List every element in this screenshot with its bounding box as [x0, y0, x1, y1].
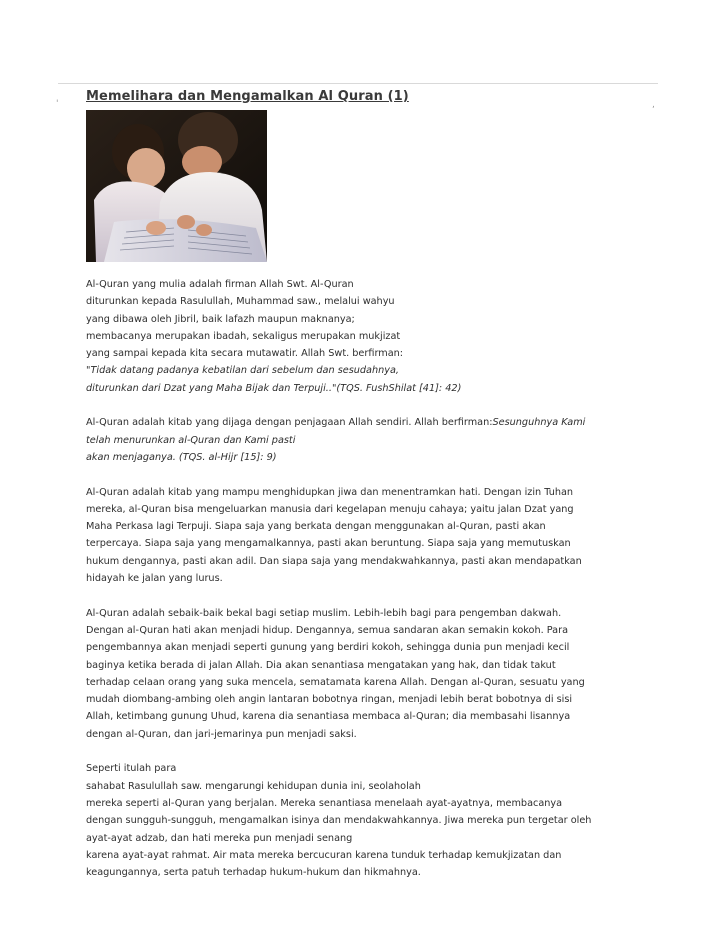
text-segment: Allah, ketimbang gunung Uhud, karena dia senantiasa membaca al-Quran; dia membasahi lisannya — [86, 711, 571, 723]
text-line — [86, 847, 646, 864]
text-line — [86, 414, 646, 431]
text-segment: ayat-ayat adzab, dan hati mereka pun menjadi senang — [86, 832, 353, 844]
text-segment: dengan al-Quran, dan jari-jemarinya pun menjadi saksi. — [86, 728, 357, 740]
right-corner-mark: , — [652, 100, 655, 110]
left-corner-mark: ' — [56, 99, 59, 109]
text-line — [86, 293, 646, 310]
text-segment: pengembannya akan menjadi seperti gunung yang berdiri kokoh, sehingga dunia pun menjadi kecil — [86, 642, 570, 654]
text-segment: hidayah ke jalan yang lurus. — [86, 573, 223, 585]
text-segment: diturunkan kepada Rasulullah, Muhammad saw., melalui wahyu — [86, 296, 395, 308]
text-line — [86, 449, 646, 466]
header-divider — [58, 83, 658, 84]
text-line — [86, 622, 646, 639]
text-line — [86, 553, 646, 570]
text-segment: yang sampai kepada kita secara mutawatir. Allah Swt. berfirman: — [86, 348, 404, 360]
text-segment: baginya ketika berada di jalan Allah. Dia akan senantiasa mengatakan yang hak, dan tidak takut — [86, 659, 556, 671]
text-segment: sahabat Rasulullah saw. mengarungi kehidupan dunia ini, seolaholah — [86, 780, 421, 792]
text-line — [86, 501, 646, 518]
text-line — [86, 639, 646, 656]
text-line — [86, 778, 646, 795]
text-line — [86, 674, 646, 691]
article-title[interactable]: Memelihara dan Mengamalkan Al Quran (1) — [86, 89, 409, 104]
article-body — [86, 276, 646, 899]
paragraph — [86, 414, 646, 466]
quote-segment: "Tidak datang padanya kebatilan dari sebelum dan sesudahnya, — [86, 365, 399, 377]
text-line — [86, 484, 646, 501]
children-reading-quran-photo — [86, 110, 267, 262]
text-line — [86, 830, 646, 847]
text-line — [86, 795, 646, 812]
text-segment: mudah diombang-ambing oleh angin lantaran bobotnya ringan, menjadi lebih berat bobotnya di sisi — [86, 694, 573, 706]
text-line — [86, 726, 646, 743]
text-line — [86, 432, 646, 449]
text-line — [86, 657, 646, 674]
text-segment: dengan sungguh-sungguh, mengamalkan isinya dan mendakwahkannya. Jiwa mereka pun tergetar oleh — [86, 815, 592, 827]
text-segment: keagungannya, serta patuh terhadap hukum-hukum dan hikmahnya. — [86, 867, 421, 879]
text-line — [86, 570, 646, 587]
text-segment: mereka, al-Quran bisa mengeluarkan manusia dari kegelapan menuju cahaya; yaitu jalan Dzat yang — [86, 503, 574, 515]
text-line — [86, 328, 646, 345]
text-segment: Dengan al-Quran hati akan menjadi hidup. Dengannya, semua sandaran akan semakin kokoh. Para — [86, 624, 569, 636]
text-segment: Al-Quran adalah sebaik-baik bekal bagi setiap muslim. Lebih-lebih bagi para pengemban dakwah. — [86, 607, 562, 619]
text-line — [86, 535, 646, 552]
text-line — [86, 345, 646, 362]
quote-segment: telah menurunkan al-Quran dan Kami pasti — [86, 434, 296, 446]
text-segment: terpercaya. Siapa saja yang mengamalkannya, pasti akan beruntung. Siapa saja yang memutuskan — [86, 538, 571, 550]
quote-segment: diturunkan dari Dzat yang Maha Bijak dan Terpuji.."(TQS. FushShilat [41]: 42) — [86, 382, 462, 394]
text-line — [86, 362, 646, 379]
paragraph — [86, 605, 646, 743]
text-segment: hukum dengannya, pasti akan adil. Dan siapa saja yang mendakwahkannya, pasti akan mendapatkan — [86, 555, 582, 567]
text-segment: Maha Perkasa lagi Terpuji. Siapa saja yang berkata dengan menggunakan al-Quran, pasti akan — [86, 521, 546, 533]
text-segment: Al-Quran adalah kitab yang mampu menghidupkan jiwa dan menentramkan hati. Dengan izin Tuhan — [86, 486, 574, 498]
text-segment: mereka seperti al-Quran yang berjalan. Mereka senantiasa menelaah ayat-ayatnya, membacanya — [86, 797, 563, 809]
text-segment: yang dibawa oleh Jibril, baik lafazh maupun maknanya; — [86, 313, 355, 325]
text-line — [86, 864, 646, 881]
paragraph — [86, 484, 646, 588]
quote-segment: akan menjaganya. (TQS. al-Hijr [15]: 9) — [86, 451, 277, 463]
quote-segment: Sesunguhnya Kami — [492, 417, 586, 429]
paragraph — [86, 276, 646, 397]
text-segment: Al-Quran adalah kitab yang dijaga dengan penjagaan Allah sendiri. Allah berfirman: — [86, 417, 493, 429]
text-line — [86, 812, 646, 829]
text-line — [86, 518, 646, 535]
text-line — [86, 605, 646, 622]
text-segment: Seperti itulah para — [86, 763, 177, 775]
text-segment: membacanya merupakan ibadah, sekaligus merupakan mukjizat — [86, 330, 401, 342]
text-line — [86, 760, 646, 777]
text-segment: Al-Quran yang mulia adalah firman Allah Swt. Al-Quran — [86, 279, 354, 290]
text-line — [86, 380, 646, 397]
text-line — [86, 276, 646, 293]
text-segment: terhadap celaan orang yang suka mencela, sematamata karena Allah. Dengan al-Quran, sesuatu yang — [86, 676, 585, 688]
text-line — [86, 311, 646, 328]
paragraph — [86, 760, 646, 881]
text-line — [86, 708, 646, 725]
text-segment: karena ayat-ayat rahmat. Air mata mereka bercucuran karena tunduk terhadap kemukjizatan dan — [86, 849, 562, 861]
text-line — [86, 691, 646, 708]
